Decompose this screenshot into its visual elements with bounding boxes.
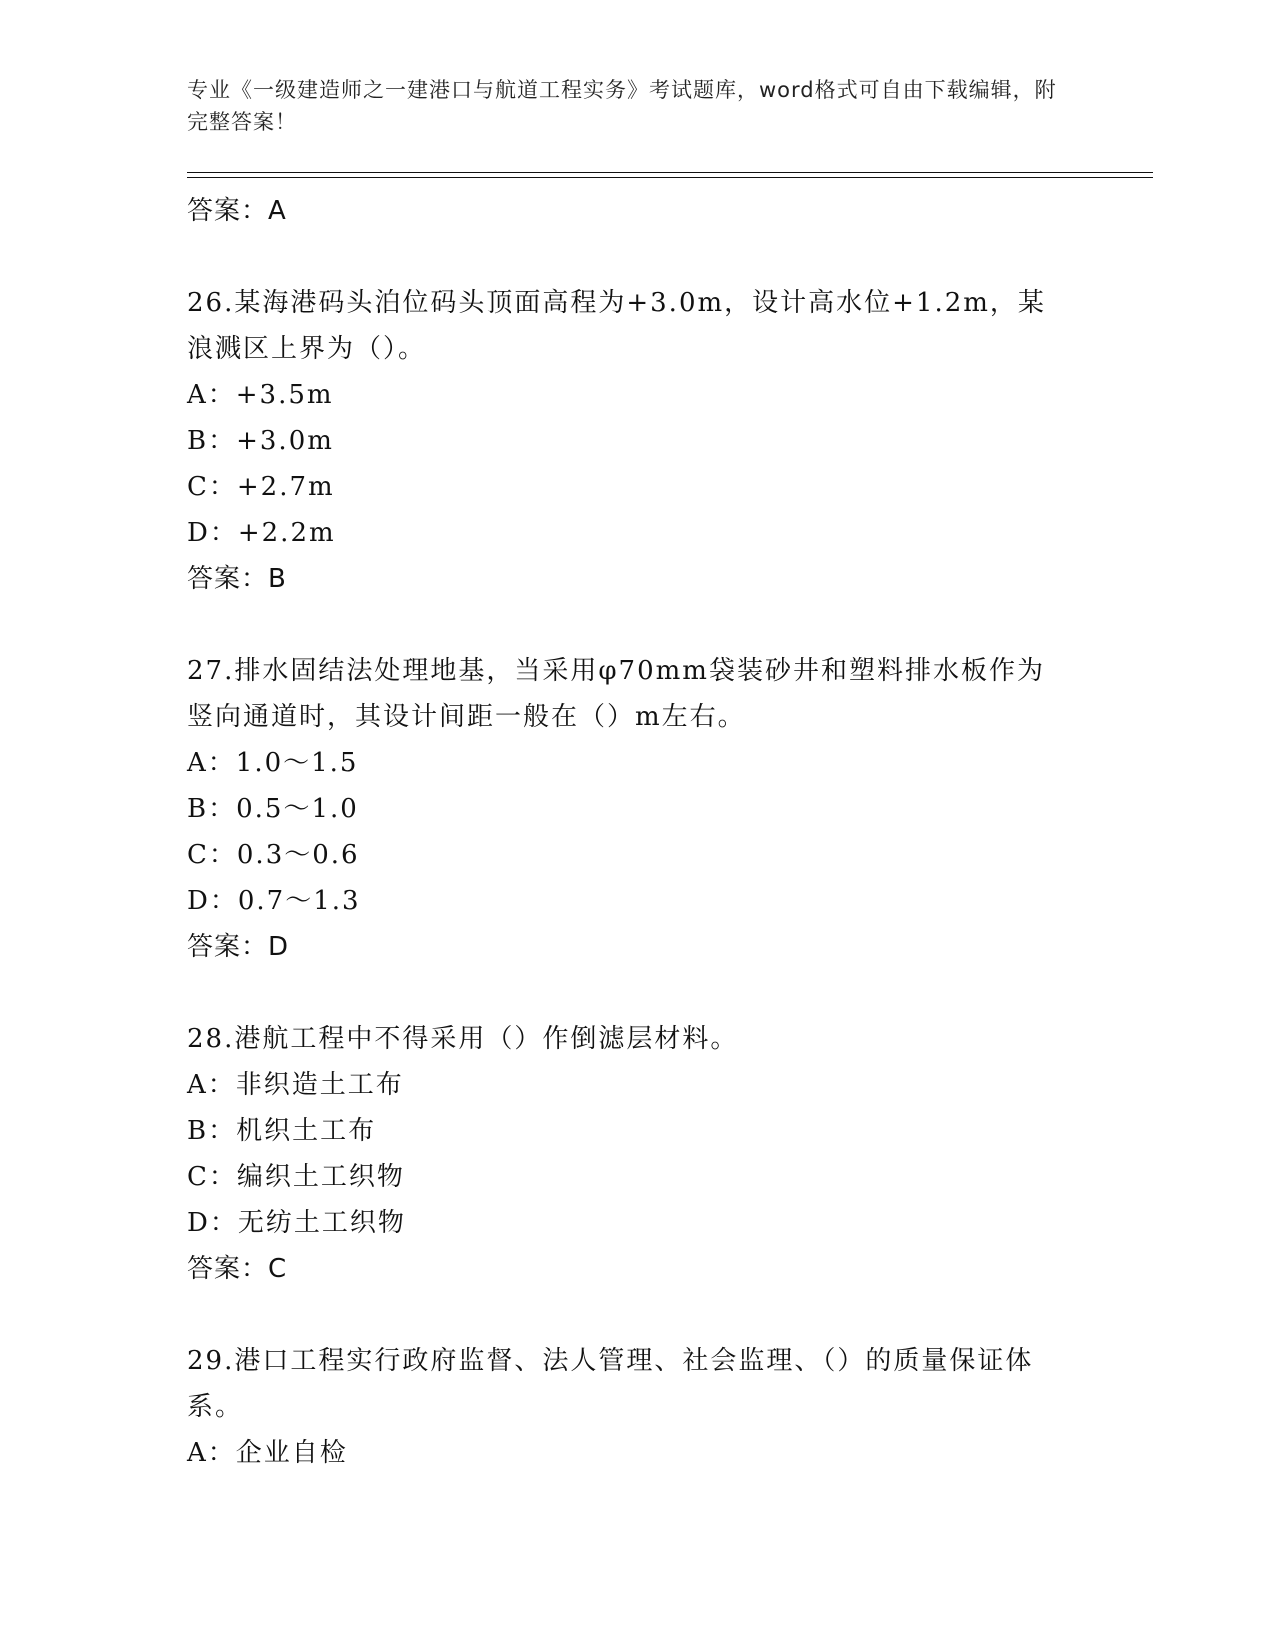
option-c: C：+2.7m <box>187 472 335 502</box>
option-b: B：0.5～1.0 <box>187 794 359 824</box>
answer-line: 答案：D <box>187 932 290 962</box>
question-list <box>187 188 1087 1476</box>
option-a: A：1.0～1.5 <box>187 748 359 778</box>
question-text: 29.港口工程实行政府监督、法人管理、社会监理、（）的质量保证体系。 <box>187 1346 1034 1422</box>
answer-line: 答案：A <box>187 196 287 226</box>
option-a: A：+3.5m <box>187 380 334 410</box>
question-item <box>187 280 1087 602</box>
header-rule-bottom <box>187 177 1153 178</box>
option-c: C：0.3～0.6 <box>187 840 360 870</box>
option-b: B：机织土工布 <box>187 1116 377 1146</box>
question-item <box>187 648 1087 970</box>
option-d: D：+2.2m <box>187 518 336 548</box>
option-a: A：企业自检 <box>187 1438 348 1468</box>
question-text: 28.港航工程中不得采用（）作倒滤层材料。 <box>187 1024 739 1054</box>
option-a: A：非织造土工布 <box>187 1070 404 1100</box>
question-text: 27.排水固结法处理地基，当采用φ70mm袋装砂井和塑料排水板作为竖向通道时，其设计间距一般在（）m左右。 <box>187 656 1045 732</box>
option-c: C：编织土工织物 <box>187 1162 405 1192</box>
header-rule-top <box>187 172 1153 173</box>
question-item <box>187 1016 1087 1292</box>
question-item <box>187 1338 1087 1476</box>
option-d: D：无纺土工织物 <box>187 1208 406 1238</box>
answer-line: 答案：B <box>187 564 287 594</box>
option-d: D：0.7～1.3 <box>187 886 361 916</box>
answer-line: 答案：C <box>187 1254 288 1284</box>
page-header: 专业《一级建造师之一建港口与航道工程实务》考试题库，word格式可自由下载编辑，附完整答案！ <box>187 78 1057 134</box>
question-text: 26.某海港码头泊位码头顶面高程为+3.0m，设计高水位+1.2m，某浪溅区上界为（）。 <box>187 288 1046 364</box>
option-b: B：+3.0m <box>187 426 334 456</box>
